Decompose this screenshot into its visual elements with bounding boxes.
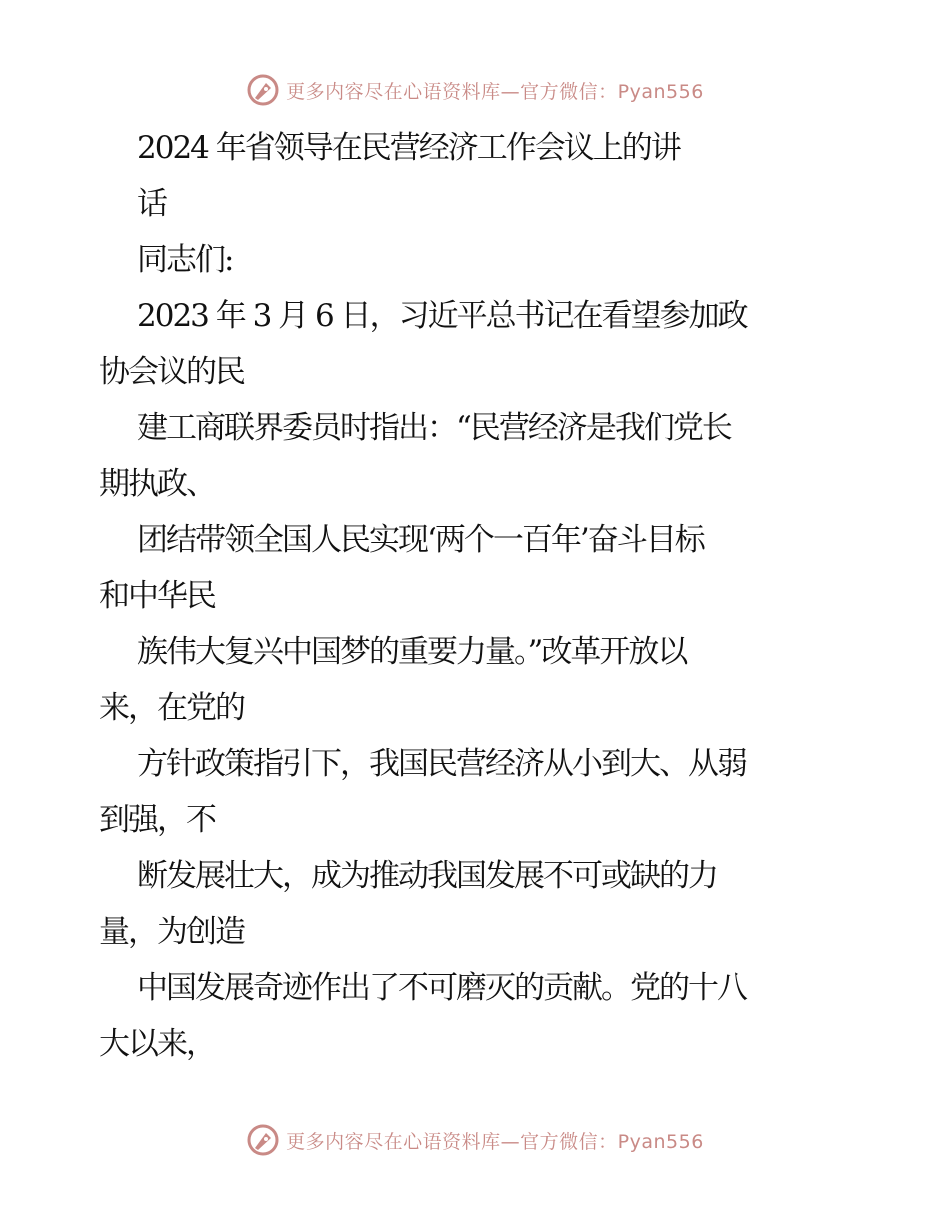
text-line: 中国发展奇迹作出了不可磨灭的贡献。党的十八 [137,970,746,1006]
text-line: 方针政策指引下，我国民营经济从小到大、从弱 [137,746,746,782]
text-line: 协会议的民 [99,354,244,390]
text-line: 来，在党的 [99,690,244,726]
text-line: 和中华民 [99,578,215,614]
text-line: 到强，不 [99,802,215,838]
salutation: 同志们: [137,242,233,278]
pen-nib-logo-icon [246,73,280,107]
text-line: 2024 年省领导在民营经济工作会议上的讲 [137,130,680,166]
text-line: 2023 年 3 月 6 日，习近平总书记在看望参加政 [137,298,747,334]
text-line: 量，为创造 [99,914,244,950]
pen-nib-logo-icon [246,1123,280,1157]
header-watermark [0,70,950,110]
watermark-text: 更多内容尽在心语资料库—官方微信：Pyan556 [286,80,704,103]
text-line: 建工商联界委员时指出：“民营经济是我们党长 [137,410,731,446]
text-line: 期执政、 [99,466,215,502]
document-body [99,120,879,1072]
watermark-text: 更多内容尽在心语资料库—官方微信：Pyan556 [286,1130,704,1153]
footer-watermark [0,1120,950,1160]
text-line: 断发展壮大，成为推动我国发展不可或缺的力 [137,858,717,894]
text-line: 团结带领全国人民实现‘两个一百年’奋斗目标 [137,522,704,558]
text-line: 大以来， [99,1026,215,1062]
text-line: 话 [137,186,166,222]
text-line: 族伟大复兴中国梦的重要力量。”改革开放以 [137,634,687,670]
